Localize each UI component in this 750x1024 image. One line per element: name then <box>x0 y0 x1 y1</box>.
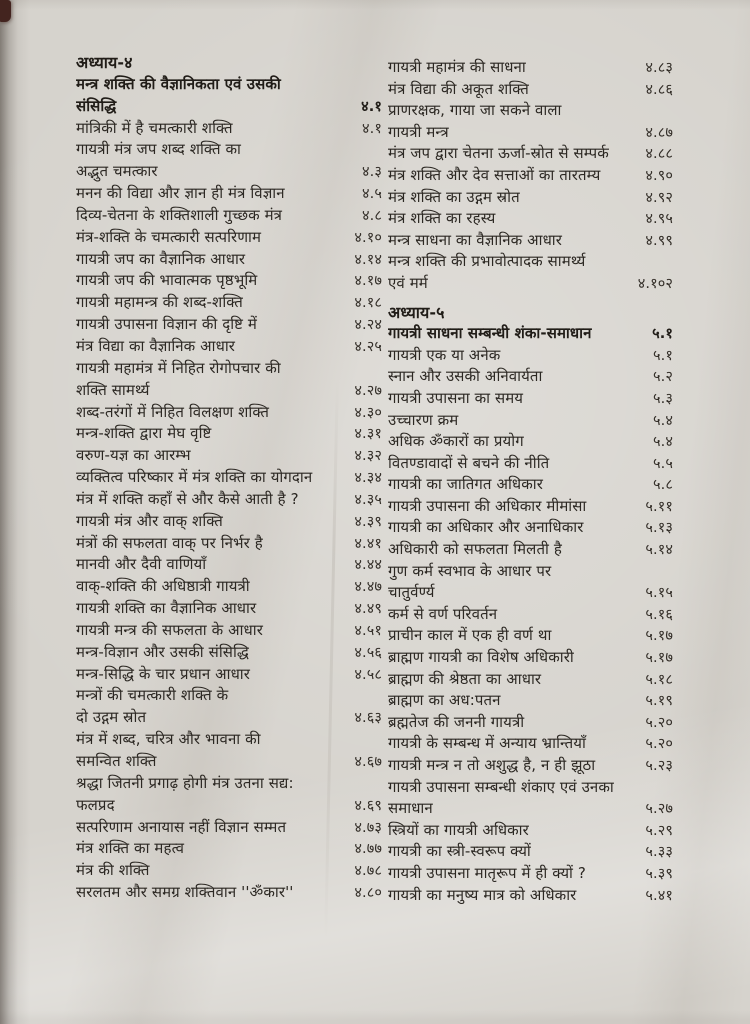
toc-entry-page-number: ४.४१ <box>354 535 382 552</box>
toc-entry-page-number: ४.५६ <box>354 644 382 661</box>
toc-entry-page-number: ५.२ <box>653 369 673 386</box>
toc-entry-label: संसिद्धि <box>76 96 117 115</box>
toc-row <box>76 511 382 533</box>
toc-row <box>76 249 382 271</box>
toc-row <box>76 685 382 707</box>
toc-entry-page-number: ४.१०२ <box>637 275 673 292</box>
toc-entry-label: गुण कर्म स्वभाव के आधार पर <box>388 561 552 580</box>
toc-row <box>388 366 673 388</box>
toc-row <box>76 838 382 860</box>
toc-entry-label: गायत्री मंत्र और वाक् शक्ति <box>76 511 223 530</box>
toc-entry-label: अधिकारी को सफलता मिलती है <box>388 540 562 559</box>
toc-entry-label: चातुर्वर्ण्य <box>388 583 435 602</box>
toc-entry-page-number: ५.२३ <box>645 758 673 774</box>
toc-row <box>388 539 673 561</box>
toc-entry-label: उच्चारण क्रम <box>388 410 459 429</box>
toc-entry-label: मन्त्रों की चमत्कारी शक्ति के <box>76 686 229 705</box>
toc-entry-page-number: ५.११ <box>645 498 673 515</box>
toc-row <box>76 183 382 205</box>
toc-row <box>388 230 673 252</box>
toc-entry-label: गायत्री महामन्त्र की शब्द-शक्ति <box>76 293 243 312</box>
toc-row <box>76 118 382 140</box>
toc-entry-label: समन्वित शक्ति <box>76 752 157 770</box>
toc-row <box>76 642 382 664</box>
toc-row <box>76 270 382 292</box>
toc-entry-page-number: ४.५१ <box>354 622 382 639</box>
toc-column-right <box>388 57 673 906</box>
toc-entry-label: अद्भुत चमत्कार <box>76 162 158 181</box>
toc-row <box>76 598 382 620</box>
toc-row <box>388 820 673 842</box>
toc-entry-page-number: ४.४७ <box>354 579 382 596</box>
toc-row <box>76 445 382 467</box>
toc-row <box>76 314 382 336</box>
toc-row <box>388 885 673 907</box>
toc-entry-page-number: ५.४१ <box>645 887 673 904</box>
toc-entry-label: मंत्रों की सफलता वाक् पर निर्भर है <box>76 533 263 552</box>
toc-entry-label: ब्रह्मतेज की जननी गायत्री <box>388 712 525 731</box>
toc-row <box>76 336 382 358</box>
toc-row <box>388 777 673 799</box>
toc-entry-page-number: ४.७७ <box>354 841 382 858</box>
toc-entry-page-number: ५.१७ <box>645 628 673 645</box>
toc-entry-label: गायत्री का मनुष्य मात्र को अधिकार <box>388 885 577 904</box>
toc-row <box>76 96 382 118</box>
toc-entry-label: शक्ति सामर्थ्य <box>76 380 150 399</box>
toc-entry-page-number: ५.३३ <box>645 844 673 861</box>
toc-entry-label: मंत्र-शक्ति के चमत्कारी सत्परिणाम <box>76 227 262 246</box>
toc-entry-page-number: ४.१ <box>361 98 382 115</box>
toc-row <box>76 161 382 183</box>
toc-entry-label: गायत्री महामंत्र में निहित रोगोपचार की <box>76 358 281 377</box>
toc-row <box>76 620 382 642</box>
toc-row <box>388 410 673 432</box>
toc-entry-label: वितण्डावादों से बचने की नीति <box>388 453 550 472</box>
toc-entry-page-number: ४.३४ <box>354 470 382 487</box>
toc-entry-page-number: ४.९२ <box>645 189 673 206</box>
toc-entry-label: समाधान <box>388 799 433 818</box>
toc-row <box>388 669 673 691</box>
toc-entry-page-number: ४.८७ <box>645 124 673 141</box>
toc-entry-page-number: ४.६९ <box>354 797 382 814</box>
toc-row <box>388 208 673 230</box>
toc-entry-page-number: ४.४९ <box>354 601 382 618</box>
toc-entry-label: मन्त्र शक्ति की प्रभावोत्पादक सामर्थ्य <box>388 252 586 271</box>
toc-entry-page-number: ५.२९ <box>645 822 673 839</box>
toc-entry-label: गायत्री महामंत्र की साधना <box>388 58 526 76</box>
toc-entry-label: गायत्री मन्त्र <box>388 122 449 141</box>
toc-entry-label: वाक्-शक्ति की अधिष्ठात्री गायत्री <box>76 577 250 596</box>
toc-entry-label: मंत्र जप द्वारा चेतना ऊर्जा-स्रोत से सम्पर्क <box>388 144 609 163</box>
toc-entry-page-number: ४.५८ <box>354 666 382 683</box>
toc-entry-page-number: ४.७३ <box>354 819 382 836</box>
toc-row <box>76 467 382 489</box>
toc-entry-label: गायत्री के सम्बन्ध में अन्याय भ्रान्तियाँ <box>388 734 586 753</box>
toc-row <box>388 79 673 101</box>
toc-entry-label: मन्त्र-विज्ञान और उसकी संसिद्धि <box>76 642 249 661</box>
toc-entry-page-number: ४.९५ <box>645 211 673 228</box>
toc-row <box>388 187 673 209</box>
toc-row <box>388 273 673 295</box>
toc-row <box>76 729 382 751</box>
toc-row <box>388 345 673 367</box>
toc-row <box>76 817 382 839</box>
toc-entry-page-number: ४.२४ <box>354 317 382 334</box>
toc-entry-label: स्त्रियों का गायत्री अधिकार <box>388 820 529 839</box>
toc-entry-page-number: ४.१० <box>354 229 382 246</box>
toc-entry-label: ब्राह्मण गायत्री का विशेष अधिकारी <box>388 648 574 667</box>
toc-entry-page-number: ४.८३ <box>645 60 673 76</box>
toc-entry-label: अध्याय-४ <box>76 53 133 72</box>
toc-entry-label: मनन की विद्या और ज्ञान ही मंत्र विज्ञान <box>76 184 285 203</box>
toc-row <box>388 755 673 777</box>
toc-entry-label: मंत्र शक्ति का उद्गम स्रोत <box>388 187 520 206</box>
toc-entry-label: मांत्रिकी में है चमत्कारी शक्ति <box>76 118 233 137</box>
toc-entry-page-number: ५.८ <box>653 477 673 494</box>
toc-entry-label: मंत्र शक्ति का महत्व <box>76 839 185 858</box>
toc-row <box>388 431 673 453</box>
toc-entry-label: गायत्री उपासना की अधिकार मीमांसा <box>388 496 587 515</box>
toc-row <box>388 841 673 863</box>
toc-entry-label: गायत्री शक्ति का वैज्ञानिक आधार <box>76 599 257 618</box>
toc-row <box>76 358 382 380</box>
toc-entry-label: ब्राह्मण का अध:पतन <box>388 691 501 710</box>
toc-row <box>388 647 673 669</box>
toc-entry-label: शब्द-तरंगों में निहित विलक्षण शक्ति <box>76 402 270 421</box>
toc-row <box>76 554 382 576</box>
toc-entry-page-number: ५.४ <box>653 412 673 429</box>
toc-entry-page-number: ४.७८ <box>354 863 382 880</box>
toc-entry-page-number: ४.८ <box>362 207 382 224</box>
toc-entry-label: मन्त्र-शक्ति द्वारा मेघ वृष्टि <box>76 424 212 443</box>
toc-row <box>76 576 382 598</box>
chapter-heading-row <box>76 52 382 74</box>
toc-row <box>388 798 673 820</box>
toc-entry-label: मन्त्र-सिद्धि के चार प्रधान आधार <box>76 664 251 683</box>
toc-row <box>388 57 673 79</box>
toc-row <box>388 712 673 734</box>
toc-entry-label: फलप्रद <box>76 795 115 814</box>
toc-row <box>388 690 673 712</box>
toc-entry-page-number: ४.३५ <box>354 491 382 508</box>
toc-row <box>388 100 673 122</box>
toc-entry-page-number: ४.१७ <box>354 273 382 290</box>
toc-row <box>76 751 382 773</box>
toc-row <box>76 489 382 511</box>
toc-entry-label: गायत्री मन्त्र न तो अशुद्ध है, न ही झूठा <box>388 756 596 774</box>
toc-entry-page-number: ५.२७ <box>645 801 673 818</box>
toc-entry-label: मन्त्र शक्ति की वैज्ञानिकता एवं उसकी <box>76 74 281 93</box>
toc-entry-page-number: ५.३ <box>653 390 673 407</box>
toc-entry-page-number: ५.१३ <box>645 520 673 537</box>
toc-entry-label: एवं मर्म <box>388 273 428 292</box>
toc-entry-label: मंत्र विद्या का वैज्ञानिक आधार <box>76 336 236 355</box>
toc-entry-label: मंत्र की शक्ति <box>76 861 150 880</box>
toc-entry-page-number: ४.९९ <box>645 232 673 249</box>
toc-entry-label: गायत्री उपासना विज्ञान की दृष्टि में <box>76 315 257 334</box>
toc-row <box>388 323 673 345</box>
toc-entry-page-number: ४.६३ <box>354 710 382 727</box>
toc-entry-label: मंत्र शक्ति का रहस्य <box>388 209 496 228</box>
toc-row <box>388 143 673 165</box>
toc-entry-label: मन्त्र साधना का वैज्ञानिक आधार <box>388 230 563 249</box>
toc-row <box>76 205 382 227</box>
toc-entry-page-number: ५.३९ <box>645 865 673 882</box>
toc-row <box>388 517 673 539</box>
toc-row <box>388 388 673 410</box>
toc-entry-page-number: ५.५ <box>653 455 673 472</box>
toc-row <box>388 165 673 187</box>
toc-entry-label: गायत्री मंत्र जप शब्द शक्ति का <box>76 140 241 159</box>
toc-entry-label: ब्राह्मण की श्रेष्ठता का आधार <box>388 669 542 688</box>
toc-row <box>76 227 382 249</box>
toc-row <box>388 582 673 604</box>
toc-entry-page-number: ४.१४ <box>354 251 382 268</box>
toc-entry-label: दो उद्गम स्रोत <box>76 708 147 727</box>
toc-entry-page-number: ४.९० <box>645 167 673 184</box>
toc-entry-page-number: ५.१ <box>652 326 673 343</box>
toc-entry-page-number: ५.१५ <box>645 585 673 602</box>
toc-entry-label: मंत्र शक्ति और देव सत्ताओं का तारतम्य <box>388 165 601 184</box>
toc-row <box>388 561 673 583</box>
toc-row <box>76 533 382 555</box>
toc-entry-label: गायत्री एक या अनेक <box>388 345 501 364</box>
toc-column-left <box>76 52 382 904</box>
toc-entry-label: गायत्री का स्त्री-स्वरूप क्यों <box>388 842 531 861</box>
toc-row <box>388 733 673 755</box>
toc-entry-label: अध्याय-५ <box>388 302 445 322</box>
toc-entry-label: प्राणरक्षक, गाया जा सकने वाला <box>388 101 562 120</box>
toc-entry-page-number: ४.८६ <box>645 81 673 98</box>
toc-entry-label: मंत्र में शक्ति कहाँ से और कैसे आती है ? <box>76 489 299 508</box>
toc-row <box>76 882 382 904</box>
corner-ink-mark <box>0 0 11 22</box>
toc-row <box>388 251 673 273</box>
toc-row <box>76 707 382 729</box>
toc-row <box>388 604 673 626</box>
toc-entry-page-number: ५.१७ <box>645 650 673 667</box>
toc-entry-page-number: ४.८८ <box>645 146 673 163</box>
chapter-heading-row <box>388 302 673 324</box>
toc-entry-label: वरुण-यज्ञ का आरम्भ <box>76 446 191 465</box>
toc-row <box>76 664 382 686</box>
toc-entry-label: गायत्री उपासना सम्बन्धी शंकाए एवं उनका <box>388 777 614 796</box>
toc-entry-page-number: ४.४४ <box>354 557 382 574</box>
toc-row <box>76 795 382 817</box>
toc-entry-page-number: ५.२० <box>645 736 673 753</box>
toc-row <box>76 423 382 445</box>
toc-row <box>388 496 673 518</box>
toc-entry-label: गायत्री जप का वैज्ञानिक आधार <box>76 249 246 268</box>
toc-entry-label: गायत्री उपासना मातृरूप में ही क्यों ? <box>388 863 586 882</box>
toc-entry-page-number: ४.३० <box>354 404 382 421</box>
toc-entry-label: मंत्र विद्या की अकूत शक्ति <box>388 79 529 98</box>
toc-entry-page-number: ४.३९ <box>354 513 382 530</box>
toc-entry-label: अधिक ॐकारों का प्रयोग <box>388 432 524 451</box>
toc-row <box>388 474 673 496</box>
toc-row <box>388 453 673 475</box>
toc-entry-page-number: ५.१ <box>653 347 673 364</box>
toc-entry-page-number: ५.१९ <box>645 693 673 710</box>
toc-entry-page-number: ४.६७ <box>354 754 382 770</box>
toc-entry-label: गायत्री साधना सम्बन्धी शंका-समाधान <box>388 324 592 343</box>
toc-row <box>388 863 673 885</box>
toc-entry-label: सत्परिणाम अनायास नहीं विज्ञान सम्मत <box>76 817 287 836</box>
toc-entry-label: कर्म से वर्ण परिवर्तन <box>388 604 498 623</box>
toc-entry-page-number: ४.१८ <box>354 295 382 312</box>
toc-entry-page-number: ५.१६ <box>645 606 673 623</box>
toc-entry-label: गायत्री उपासना का समय <box>388 388 524 407</box>
toc-entry-label: व्यक्तित्व परिष्कार में मंत्र शक्ति का योगदान <box>76 468 313 487</box>
toc-entry-page-number: ४.३२ <box>354 448 382 465</box>
toc-entry-page-number: ४.५ <box>362 186 382 203</box>
toc-row <box>76 860 382 882</box>
toc-entry-label: दिव्य-चेतना के शक्तिशाली गुच्छक मंत्र <box>76 205 283 224</box>
toc-entry-label: मानवी और दैवी वाणियाँ <box>76 555 207 574</box>
toc-entry-label: श्रद्धा जितनी प्रगाढ़ होगी मंत्र उतना सद्य: <box>76 773 294 792</box>
toc-entry-page-number: ५.१८ <box>645 671 673 688</box>
toc-entry-label: गायत्री का अधिकार और अनाधिकार <box>388 518 584 537</box>
toc-row <box>76 380 382 402</box>
toc-entry-page-number: ५.४ <box>653 434 673 451</box>
toc-entry-page-number: ४.१ <box>362 120 382 137</box>
toc-entry-label: मंत्र में शब्द, चरित्र और भावना की <box>76 730 261 749</box>
toc-entry-label: सरलतम और समग्र शक्तिवान ''ॐकार'' <box>76 883 294 902</box>
toc-entry-label: गायत्री जप की भावात्मक पृष्ठभूमि <box>76 271 258 290</box>
toc-entry-page-number: ४.३ <box>362 164 382 181</box>
toc-row <box>76 292 382 314</box>
toc-entry-label: गायत्री मन्त्र की सफलता के आधार <box>76 620 263 639</box>
toc-entry-page-number: ४.२५ <box>354 338 382 355</box>
toc-entry-page-number: ५.२० <box>645 714 673 731</box>
toc-entry-label: प्राचीन काल में एक ही वर्ण था <box>388 626 552 645</box>
toc-entry-page-number: ५.१४ <box>645 542 673 559</box>
toc-entry-page-number: ४.८० <box>354 885 382 902</box>
toc-row <box>76 139 382 161</box>
toc-row <box>388 122 673 144</box>
toc-entry-page-number: ४.३१ <box>354 426 382 443</box>
toc-entry-page-number: ४.२७ <box>354 382 382 399</box>
toc-entry-label: स्नान और उसकी अनिवार्यता <box>388 367 543 386</box>
toc-entry-label: गायत्री का जातिगत अधिकार <box>388 475 543 494</box>
toc-row <box>76 773 382 795</box>
toc-row <box>76 74 382 96</box>
toc-row <box>76 402 382 424</box>
toc-row <box>388 625 673 647</box>
